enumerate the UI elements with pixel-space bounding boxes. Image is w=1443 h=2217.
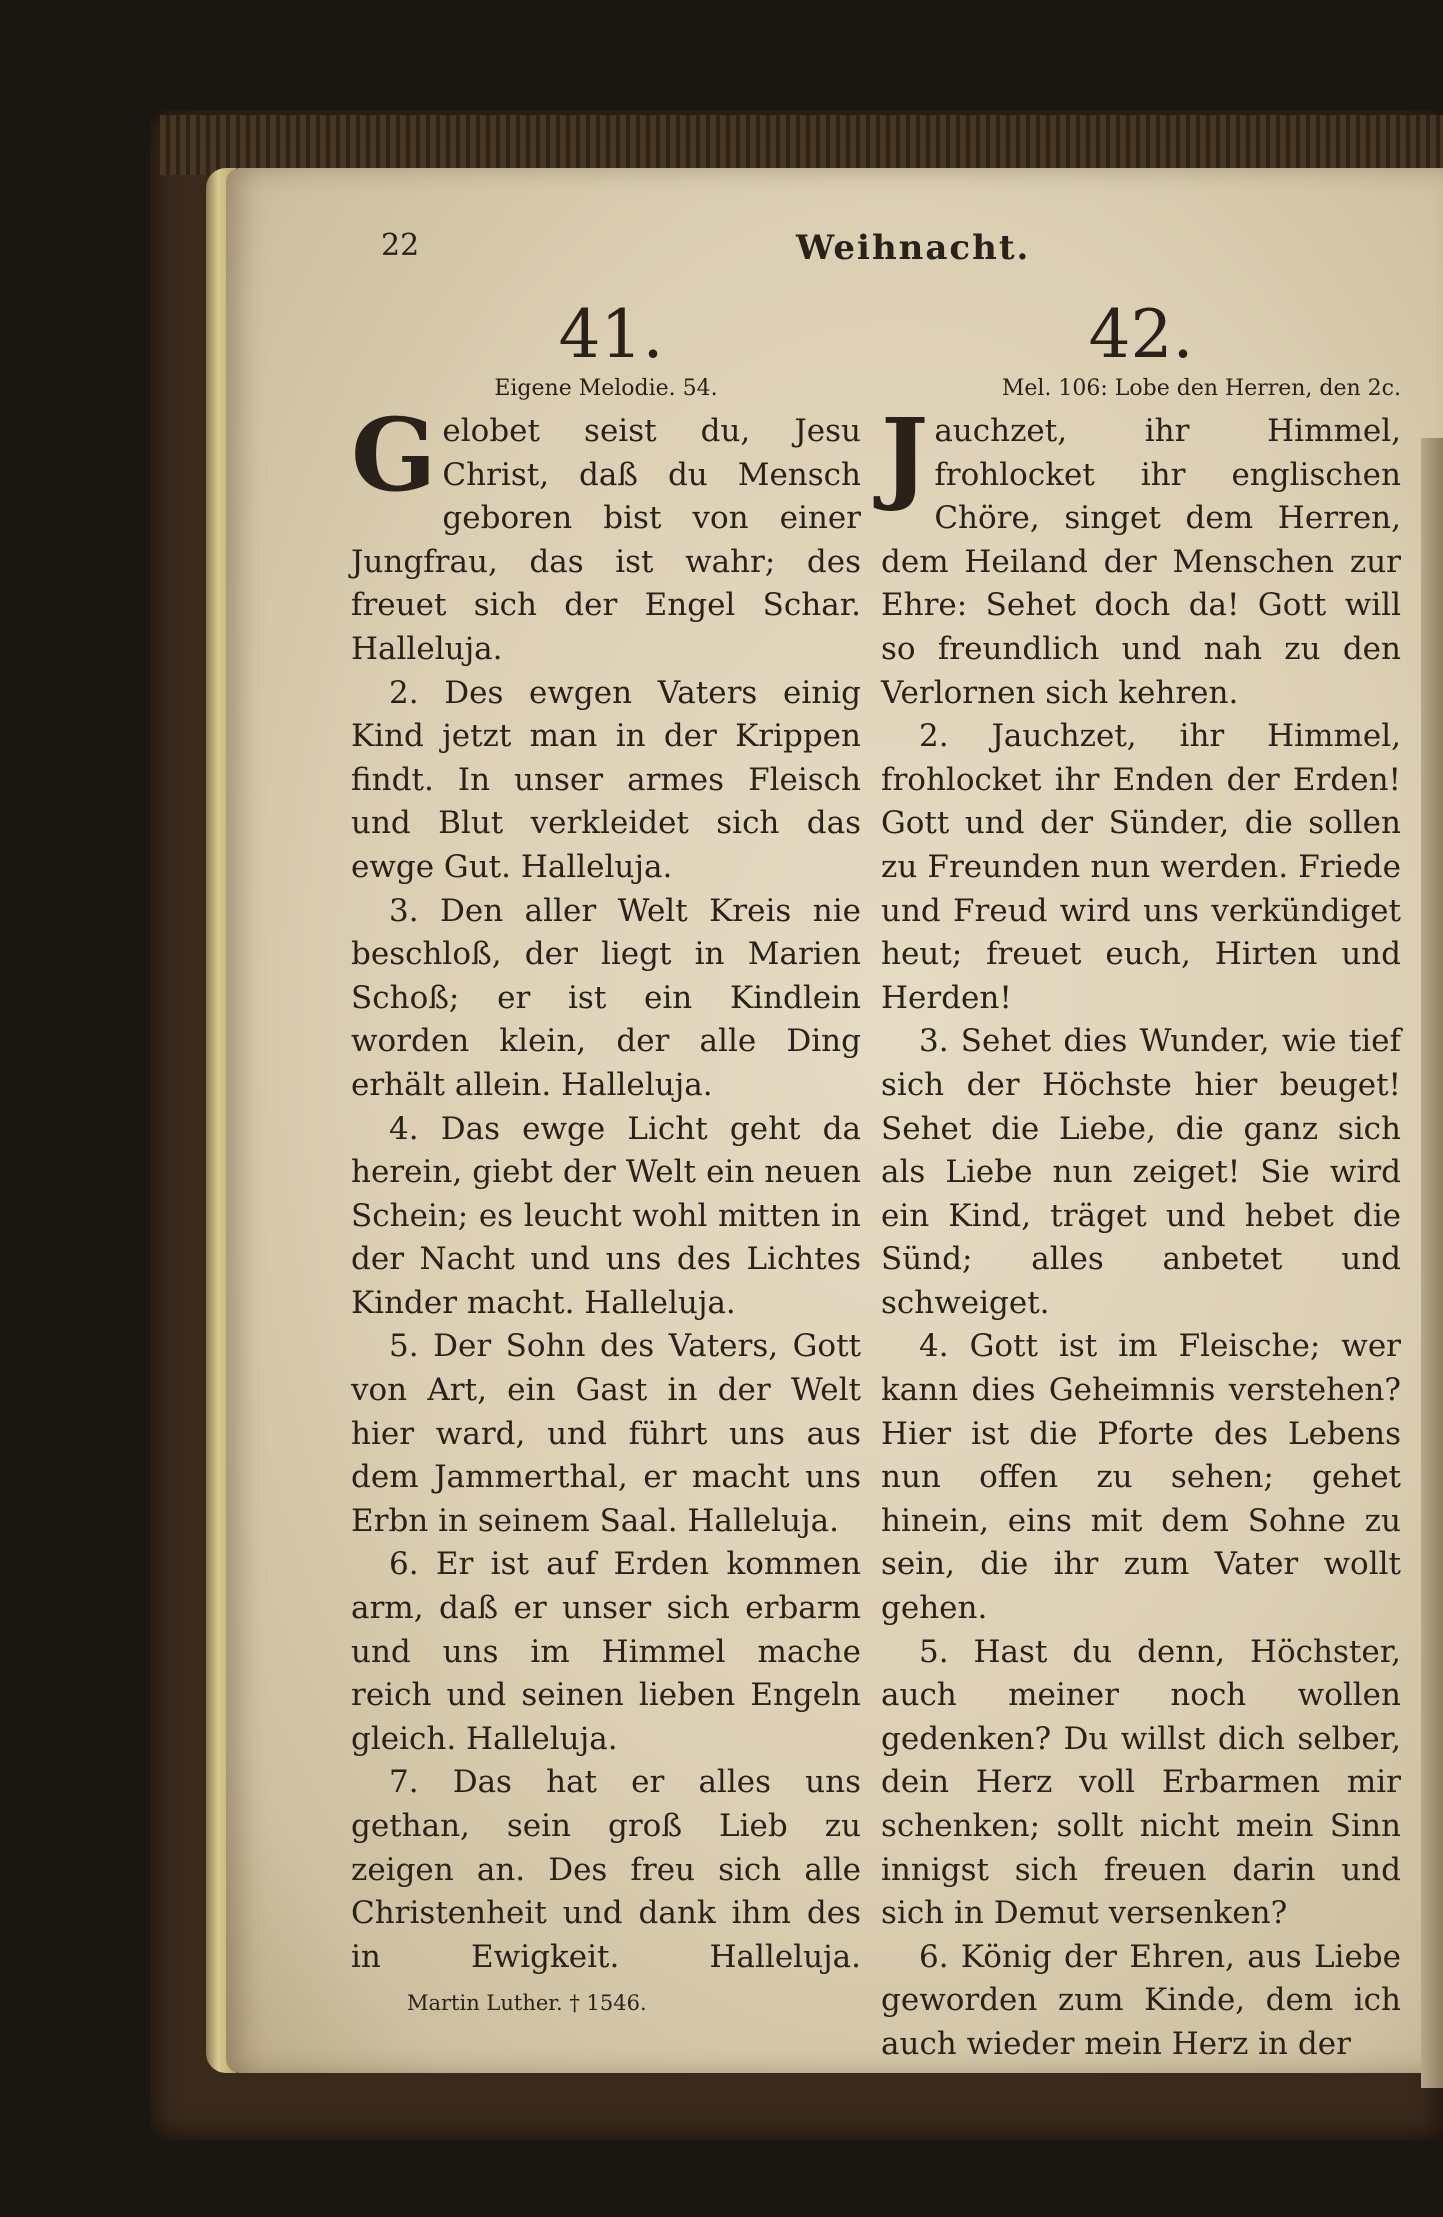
hymn-number: 41. [558, 296, 664, 373]
hymn-41 [351, 298, 861, 2026]
verse-6: 6. Er ist auf Erden kommen arm, daß er unser sich erbarm und uns im Himmel mache reich und seinen lieben Engeln gleich. Halleluja. [351, 1546, 861, 1757]
running-title: Weihnacht. [796, 228, 1031, 268]
verse-text: 7. Das hat er alles uns gethan, sein groß Lieb zu zeigen an. Des freu sich alle Christenheit und dank ihm des in Ewigkeit. Halleluja. [351, 1764, 861, 1975]
verse-5: 5. Hast du denn, Höchster, auch meiner noch wollen gedenken? Du willst dich selber, dein Herz voll Erbarmen mir schenken; sollt nicht mein Sinn innigst sich freuen darin und sich in Demut versenken? [881, 1633, 1401, 1932]
hymn-42 [881, 298, 1401, 2067]
drop-cap: G [351, 396, 437, 514]
verse-3: 3. Den aller Welt Kreis nie beschloß, der liegt in Marien Schoß; er ist ein Kindlein worden klein, der alle Ding erhält allein. Halleluja. [351, 892, 861, 1103]
facing-page-edge [1421, 438, 1443, 2088]
verse-text: elobet seist du, Jesu Christ, daß du Mensch geboren bist von einer Jungfrau, das ist wahr; des freuet sich der Engel Schar. Halleluja. [351, 413, 861, 667]
verse-6: 6. König der Ehren, aus Liebe geworden zum Kinde, dem ich auch wieder mein Herz in der [881, 1938, 1401, 2062]
melody-line: Mel. 106: Lobe den Herren, den 2c. [1001, 376, 1401, 401]
verse-4: 4. Das ewge Licht geht da herein, giebt der Welt ein neuen Schein; es leucht wohl mitten in der Nacht und uns des Lichtes Kinder macht. Halleluja. [351, 1110, 861, 1321]
page-number: 22 [381, 228, 420, 263]
verse-2: 2. Des ewgen Vaters einig Kind jetzt man in der Krippen findt. In unser armes Fleisch und Blut verkleidet sich das ewge Gut. Halleluja. [351, 674, 861, 885]
melody-line: Eigene Melodie. 54. [494, 376, 718, 401]
verse-text: auchzet, ihr Himmel, frohlocket ihr englischen Chöre, singet dem Herren, dem Heiland der Menschen zur Ehre: Sehet doch da! Gott will so freundlich und nah zu den Verlornen sich kehren. [881, 413, 1401, 711]
hymn-number: 42. [1088, 296, 1194, 373]
book-spine [160, 115, 1443, 175]
verse-5: 5. Der Sohn des Vaters, Gott von Art, ein Gast in der Welt hier ward, und führt uns aus dem Jammerthal, er macht uns Erbn in seinem Saal. Halleluja. [351, 1328, 861, 1539]
verse-3: 3. Sehet dies Wunder, wie tief sich der Höchste hier beuget! Sehet die Liebe, die ganz sich als Liebe nun zeiget! Sie wird ein Kind, träget und hebet die Sünd; alles anbetet und schweiget. [881, 1023, 1401, 1321]
page-header [226, 228, 1443, 278]
book-page [226, 168, 1443, 2073]
drop-cap: J [881, 396, 929, 514]
verse-2: 2. Jauchzet, ihr Himmel, frohlocket ihr Enden der Erden! Gott und der Sünder, die sollen zu Freunden nun werden. Friede und Freud wird uns verkündiget heut; freuet euch, Hirten und Herden! [881, 718, 1401, 1016]
verse-4: 4. Gott ist im Fleische; wer kann dies Geheimnis verstehen? Hier ist die Pforte des Lebens nun offen zu sehen; gehet hinein, eins mit dem Sohne zu sein, die ihr zum Vater wollt gehen. [881, 1328, 1401, 1627]
verse-7 [351, 1761, 861, 2026]
verse-1 [351, 396, 861, 672]
author-credit: Martin Luther. † 1546. [407, 1991, 647, 2016]
verse-1 [881, 396, 1401, 715]
